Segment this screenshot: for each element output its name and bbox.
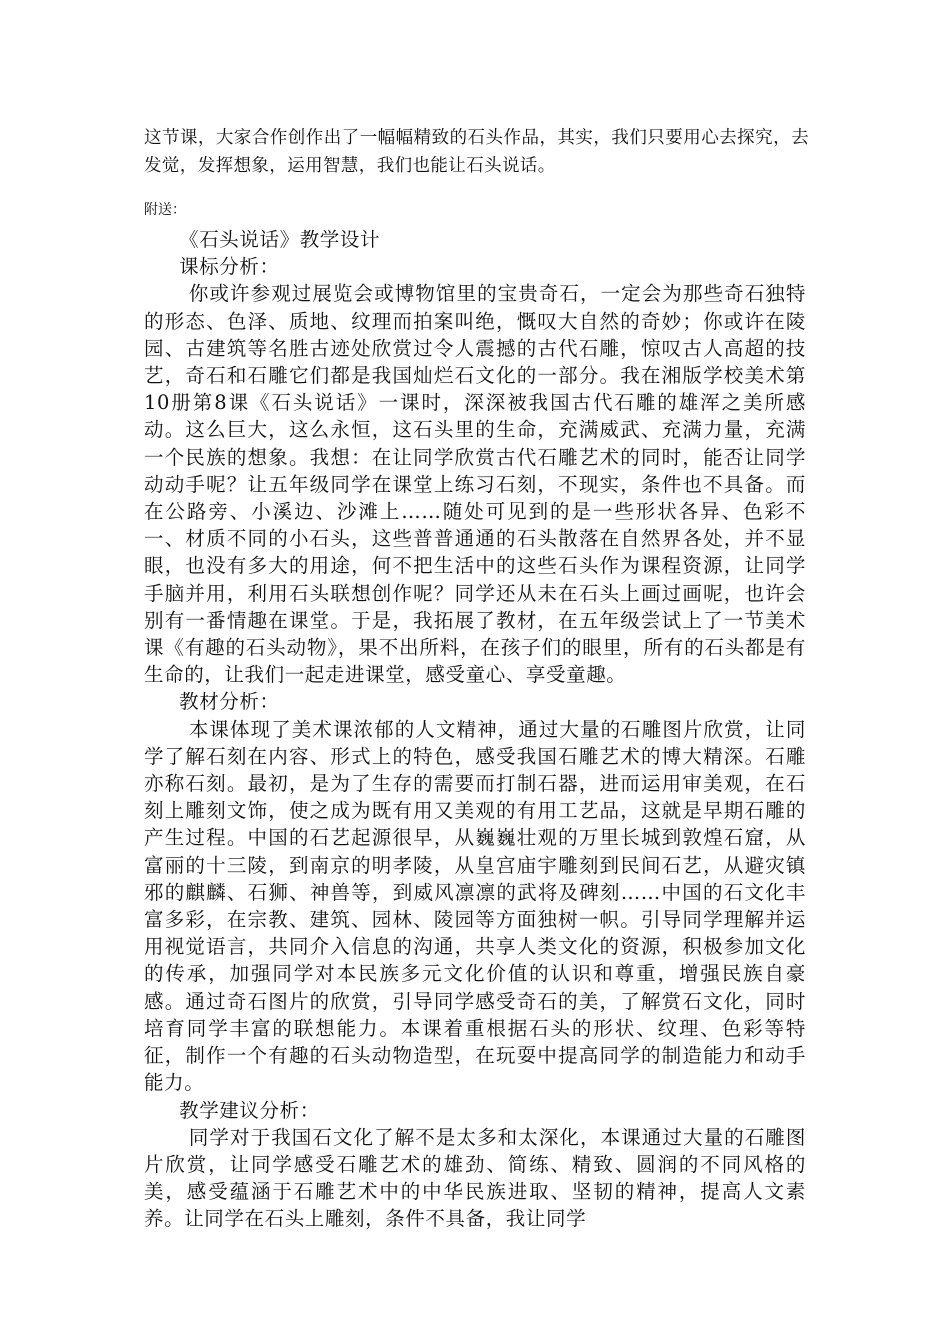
section-body-teaching: 同学对于我国石文化了解不是太多和太深化，本课通过大量的石雕图片欣赏，让同学感受石雕艺术的雄劲、简练、精致、圆润的不同风格的美，感受蕴涵于石雕艺术中的中华民族进取、坚韧的精神，提高人文素养。让同学在石头上雕刻，条件不具备，我让同学 xyxy=(144,1125,806,1231)
article-title: 《石头说话》教学设计 xyxy=(179,228,381,251)
intro-paragraph: 这节课，大家合作创作出了一幅幅精致的石头作品，其实，我们只要用心去探究，去发觉，发挥想象，运用智慧，我们也能让石头说话。 xyxy=(144,128,809,176)
section-heading-curriculum: 课标分析： xyxy=(179,255,280,279)
section-heading-textbook: 教材分析： xyxy=(179,690,280,714)
section-body-textbook: 本课体现了美术课浓郁的人文精神，通过大量的石雕图片欣赏，让同学了解石刻在内容、形式上的特色，感受我国石雕艺术的博大精深。石雕亦称石刻。最初，是为了生存的需要而打制石器，进而运用审美观，在石刻上雕刻文饰，使之成为既有用又美观的有用工艺品，这就是早期石雕的产生过程。中国的石艺起源很早，从巍巍壮观的万里长城到敦煌石窟，从富丽的十三陵，到南京的明孝陵，从皇宫庙宇雕刻到民间石艺，从避灾镇邪的麒麟、石狮、神兽等，到威风凛凛的武将及碑刻……中国的石文化丰富多彩，在宗教、建筑、园林、陵园等方面独树一帜。引导同学理解并运用视觉语言，共同介入信息的沟通，共享人类文化的资源，积极参加文化的传承，加强同学对本民族多元文化价值的认识和尊重，增强民族自豪感。通过奇石图片的欣赏，引导同学感受奇石的美，了解赏石文化，同时培育同学丰富的联想能力。本课着重根据石头的形状、纹理、色彩等特征，制作一个有趣的石头动物造型，在玩耍中提高同学的制造能力和动手能力。 xyxy=(144,717,806,1095)
attachment-label: 附送： xyxy=(144,202,186,218)
section-body-curriculum: 你或许参观过展览会或博物馆里的宝贵奇石，一定会为那些奇石独特的形态、色泽、质地、纹理而拍案叫绝，慨叹大自然的奇妙；你或许在陵园、古建筑等名胜古迹处欣赏过令人震撼的古代石雕，惊叹古人高超的技艺，奇石和石雕它们都是我国灿烂石文化的一部分。我在湘版学校美术第10册第8课《石头说话》一课时，深深被我国古代石雕的雄浑之美所感动。这么巨大，这么永恒，这石头里的生命，充满威武、充满力量，充满一个民族的想象。我想：在让同学欣赏古代石雕艺术的同时，能否让同学动动手呢？让五年级同学在课堂上练习石刻，不现实，条件也不具备。而在公路旁、小溪边、沙滩上……随处可见到的是一些形状各异、色彩不一、材质不同的小石头，这些普普通通的石头散落在自然界各处，并不显眼，也没有多大的用途，何不把生活中的这些石头作为课程资源，让同学手脑并用，利用石头联想创作呢？同学还从未在石头上画过画呢，也许会别有一番情趣在课堂。于是，我拓展了教材，在五年级尝试上了一节美术课《有趣的石头动物》，果不出所料，在孩子们的眼里，所有的石头都是有生命的，让我们一起走进课堂，感受童心、享受童趣。 xyxy=(144,282,806,687)
article xyxy=(144,226,806,1233)
section-heading-teaching: 教学建议分析： xyxy=(179,1098,320,1122)
